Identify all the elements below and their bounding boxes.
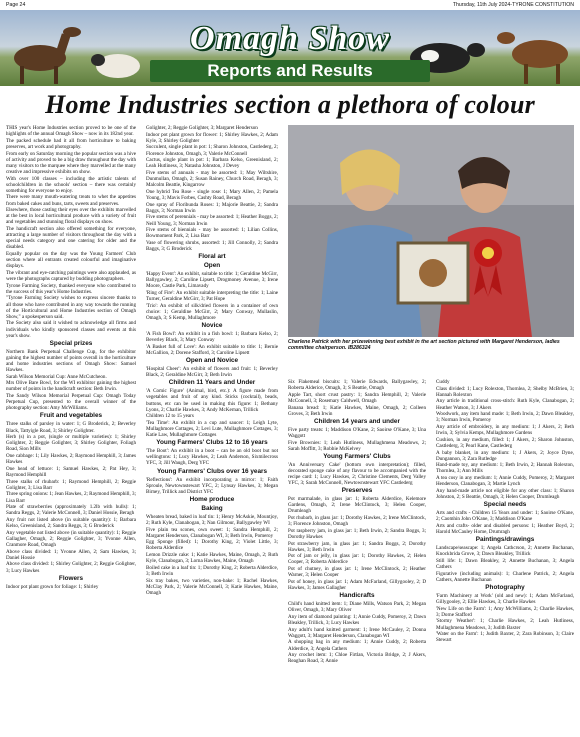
- column-4: [436, 379, 574, 644]
- paragraph: Any fruit not listed above (in suitable quantity): 1; Barbara Kelso, Greenisland, 2; Sandra Reggs, 3; G Broderick: [6, 517, 136, 530]
- paragraph: A shopping bag in any medium: 1; Annie Cuddy, 2; Roberta Alderdice, 3; Angela Cathers: [288, 639, 426, 652]
- paragraph: Elsewhere, those casting their eyes over the exhibits marvelled at the best in local horticultural produce with a variety of fruit and vegetables and stunning floral displays on show.: [6, 207, 136, 226]
- paragraph: Any article of embroidery, in any medium: 1; J Akers, 2; Beth Irwin, 3; Sylvia Kemps, Mullaghmore Gardens: [436, 424, 574, 437]
- issue-date: Thursday, 11th July 2024-TYRONE CONSTITUTION: [452, 2, 574, 8]
- article-photo: [288, 125, 574, 337]
- paragraph: 'Water on the Farm': 1; Judith Baxter, 2; Zara Robinson, 3; Claire Stewart: [436, 631, 574, 644]
- paragraph: Five plain tea scones, own sweet: 1; Sandra Hemphill, 2; Margaret Henderson, Clanabogan WI, 3; Beth Irwin, Pomeroy: [146, 526, 278, 539]
- paragraph: 'Happy Event': An exhibit, suitable to title: 1; Geraldine McGirr, Ballygawley, 2; Caroline Lipsett, Drogmoney Avenue, 3; Irene Moore, Castle Park, Limavady: [146, 271, 278, 290]
- article-headline: Home Industries section a plethora of colour: [45, 90, 535, 119]
- paragraph: Herb (s) in a pot, (single or multiple varieties): 1; Shirley Golighter, 2; Reggie Golighter, 3; Shirley Golighter, Foliagh Road, Sion Mills: [6, 434, 136, 453]
- section-heading: Baking: [201, 504, 223, 512]
- paragraph: Figurative (including animals): 1; Charlene Patrick, 2; Angela Cathers, Annette Buchanan: [436, 570, 574, 583]
- paragraph: Five stems of biennials - may be assorted: 1; Lilian Collins, Bowmoment Park, 2; Lisa Barr: [146, 227, 278, 240]
- paragraph: Pot strawberry jam, in glass jar: 1; Sandra Boggs, 2; Dorothy Hawkes, 3; Beth Irwin: [288, 540, 426, 553]
- paragraph: Boiled cake in a loaf tin: 1; Dorothy King, 2; Roberta Alderdice, 3; Beth Irwin: [146, 564, 278, 578]
- paragraph: Any hand-made article not eligible for any other class: 1; Sharon Johnston, 2; S Beattie, Omagh, 3; Helen Cooper, Drumleagh: [436, 487, 574, 501]
- section-heading: Flowers: [58, 574, 84, 582]
- paragraph: 'Farm Machinery at Work' (old and new): 1; Adam McFarland, Gillygooley, 2; Ellie Hawkes, 3; Charlie Hawkes: [436, 592, 574, 605]
- paragraph: Child's hand knitted item: 1; Diane Mills, Watson Park, 2; Megan Oliver, Omagh, 3; Mary Oliver: [288, 601, 426, 614]
- paragraph: A tea cosy in any medium: 1; Annie Cuddy, Pomeroy, 2; Margaret Henderson, Clanabogan, 3; Martie Lynch: [436, 475, 574, 488]
- paragraph: One cabbage: 1; Lily Hawkes, 2; Raymond Hemphill, 3; James Hawkes: [6, 453, 136, 466]
- section-heading: Handicrafts: [339, 592, 375, 600]
- paragraph: The handicraft section also offered something for everyone, attracting a large number of visitors throughout the day with a special needs category and one catering for older and the disabled.: [6, 226, 136, 251]
- paragraph: Five party treats: 1; Maddison O'Kane, 2; Saoirse O'Kane, 3; Una Waggott: [288, 426, 426, 439]
- column-1: [6, 125, 136, 590]
- paragraph: Five Brownies: 1; Leah Hutliness, Mullaghmena Meadows, 2; Sarah Moffitt, 3; Robbie McKelvey: [288, 439, 426, 452]
- section-heading: Young Farmers' Clubs: [323, 452, 391, 460]
- paragraph: Any vegetable not listed above (in suitable quantity): 1; Reggie Gallagher, Omagh, 2; Reggie Golighter, 3; Yvonne Allen, Cranmore Road, Omagh: [6, 529, 136, 548]
- paragraph: Pot of jam or jelly, in glass jar: 1; Dorothy Hawkes, 2; Helen Cooper, 3; Roberta Alderdice: [288, 553, 426, 566]
- paragraph: There were many mouth-watering treats to whet the appetites from baked cakes and buns, tarts, sweets and preserves.: [6, 194, 136, 207]
- paragraph: Any crochet item: 1; Chloe Firtlan, Victoria Bridge, 2; J Akers, Reaghan Road, 3; Annie: [288, 652, 426, 665]
- show-title: Omagh Show: [190, 20, 390, 57]
- paragraph: Hand-made toy, any medium: 1; Beth Irwin, 2; Hannah Rolexton, Thornlea, 3; Ann Mills: [436, 462, 574, 475]
- paragraph: Pot raspberry jam, in glass jar: 1; Beth Irwin, 2; Sandra Boggs, 3; Dorothy Hawkes: [288, 527, 426, 540]
- paragraph: The Sandy Wilson Memorial Perpetual Cup: Omagh Today Perpetual Cup, presented to the overall winner of the photography section: Amy McWilliams.: [6, 393, 136, 412]
- paragraph: Cushion, in any medium, filled: 1; J Akers, 2; Sharon Johnston, Castlederg, 3; Pearl Kane, Castlederg: [436, 436, 574, 449]
- paragraph: 'Reflections': An exhibit incorporating a mirror: 1; Faith Sproule, Newtownstewart YFC, 2; Lynsay Hawkes, 3; Megan Birney, Trillick and District YFC: [146, 476, 278, 495]
- paragraph: Lemon Drizzle cake: 1; Katie Hawkes, Maine, Omagh, 2; Ruth Kyle, Clanabogan, 3; Lorna Hawkes, Maine, Omagh: [146, 552, 278, 565]
- paragraph: Plate of strawberries (approximately 1.2lb with hulls): 1; Sandra Reggs, 2; Valerie McConnell, 3; Daniel Hossie, Beragh: [6, 504, 136, 517]
- column-2: [146, 125, 278, 597]
- paragraph: Vase of flowering shrubs, assorted: 1; Jill Connolly, 2; Sandra Baggs, 3; G Broderick: [146, 240, 278, 253]
- section-heading: Young Farmers' Clubs over 16 years: [156, 467, 268, 475]
- paragraph: Six Flakemeal biscuits: 1; Valerie Edwards, Ballygawley, 2; Roberta Alderice, Omagh, 3; S Beattie, Omagh: [288, 379, 426, 392]
- section-heading: Home produce: [189, 495, 235, 503]
- paragraph: Northern Bank Perpetual Challenge Cup, for the exhibitor gaining the highest number of points overall in the horticulture and home industries sections of Omagh Show: Samuel Hawkes.: [6, 348, 136, 373]
- paragraph: The vibrant and eye-catching paintings were also applauded, as were the photographs captured by budding photographers.: [6, 269, 136, 282]
- section-heading: Preserves: [341, 487, 373, 495]
- paragraph: 'Ring of Fire': An exhibit suitable interpreting the title: 1; Laine Turner, Geraldine McGirr, 3; Pat Hope: [146, 290, 278, 303]
- show-banner: [0, 10, 580, 86]
- paragraph: Six tray bakes, two varieties, non-bake: 1; Rachel Hawkes, McClay Park, 2; Valerie McConnell, 3; Katie Hawkes, Maine, Omagh: [146, 577, 278, 596]
- paragraph: Woodwork, any item hand made: 1; Beth Irwin, 2; Dawn Bleakley, 3; Norman Irwin, Pomeroy: [436, 411, 574, 424]
- paragraph: Any item of diamond painting: 1; Annie Cuddy, Pomeroy, 2; Dawn Bleakley, Trillick, 3; Lucy Hawkes: [288, 613, 426, 626]
- paragraph: One spray of Floribunda Roses: 1; Majorie Beattie, 2; Sandra Baggs, 3; Norman Irwin: [146, 201, 278, 214]
- paragraph: Above class divided: 1; Yvonne Allen, 2; Sam Hawkes, 3; Daniel Hossie: [6, 548, 136, 561]
- paragraph: The packed schedule had it all from horticulture to baking preserves, art work and photography.: [6, 137, 136, 150]
- paragraph: 'A Comic Figure' (Animal, bird, etc.): A figure made from vegetables and fruit of any kind. Sticks (cocktail), beads, buttons, etc can be used in making this figure: 1; Bethany Lyons, 2; Charlie Hawkes, 3; Andy McKernan, Trillick: [146, 388, 278, 413]
- paragraph: Indoor pot plant grown for flower: 1; Shirley Hawkes, 2; Adam Kyle, 3; Shirley Golighter: [146, 131, 278, 144]
- section-heading: Children 11 Years and Under: [168, 379, 256, 387]
- column-3: [288, 379, 426, 665]
- section-heading: Fruit and vegetables: [39, 412, 103, 420]
- paragraph: Still life: 1; Dawn Bleakley, 2; Annette Buchanan, 3; Angela Cathers: [436, 557, 574, 570]
- paragraph: Indoor pot plant grown for foliage: 1; Shirley: [6, 583, 99, 590]
- page-number: Page 24: [6, 2, 26, 8]
- paragraph: Any article in traditional cross-stitch: Ruth Kyle, Clanabogan, 2; Heather Watson, 3; J Akers: [436, 398, 574, 411]
- paragraph: Mrs Olive Bare Bowl, for the WI exhibitor gaining the highest number of points in the handicraft section: Beth Irwin.: [6, 380, 136, 393]
- paragraph: Pot rhubarb, in glass jar: 1; Dorothy Hawkes, 2; Irene McClintock, 3; Florence Johnston, Omagh: [288, 514, 426, 528]
- section-heading: Special prizes: [49, 339, 93, 347]
- paragraph: Egg Sponge (filled): 1; Dorothy King, 2; Violet Little, 3; Roberta Alderdice: [146, 539, 278, 552]
- paragraph: 'An Anniversary Cake' (bottom own interpretation); filled, decorated sponge cake of any flavour to be accompanied with the recipe card: 1; Lucy Hawkes, 2; Christine Clements, Derg Valley YFC, 3; Sarah McConnell, Newtownstewart YFC Castlederg: [288, 461, 426, 486]
- paragraph: Apple Tart, short crust pastry: 1; Sandra Hemphill, 2; Valerie McConnell, 3; Rosemary Caldwell, Omagh: [288, 391, 426, 404]
- paragraph: One hybrid Tea Rose - single rose: 1; Mary Allen, 2; Pamela Young, 3; Mavis Forbes, Cashty Road, Beragh: [146, 188, 278, 201]
- section-heading: Children 14 years and under: [314, 417, 400, 425]
- show-subtitle: Reports and Results: [150, 60, 430, 82]
- paragraph: Arts and crafts- older and disabled persons: 1; Heather Boyd, 2; Harold McCauley Home, Drumragh: [436, 522, 574, 535]
- paragraph: Wheaten bread, baked in loaf tin: 1; Henry McAskie, Mountjoy, 2; Ruth Kyle, Clanabogan, 3; Nan Gilmour, Ballygawley WI: [146, 513, 278, 526]
- paragraph: From early on Saturday morning the popular section was a hive of activity and proved to be a big draw throughout the day with many visitors to the marquee where they marvelled at the many creative and impressive exhibits on show.: [6, 150, 136, 175]
- paragraph: Pot of chutney, in glass jar: 1; Irene McClintock, 2; Heather Warner, 3; Helen Cooper: [288, 566, 426, 579]
- paragraph: Sarah Wilson Memorial Cup: Anne McCutcheon.: [6, 373, 107, 380]
- section-heading: Paintings/drawings: [475, 536, 535, 544]
- paragraph: 'Tea Time': An exhibit in a cup and saucer: 1; Leigh Lyte, Mullaghmore Cottages, 2; Levi Lute, Mullaghmore Cottages, 3; Katie Law, Mullaghmore Cottages: [146, 419, 278, 439]
- section-heading: Floral art: [198, 253, 226, 261]
- section-heading: Young Farmers' Clubs 12 to 16 years: [156, 439, 268, 447]
- paragraph: 'A Basket full of Love': An exhibit suitable to title: 1; Bernie McGallion, 2; Dorene Stafford, 3; Caroline Lipsett: [146, 343, 278, 357]
- paragraph: Three stalks of parsley in water: 1; G Broderick, 2; Beverley Black, Tattyigle Road, 3; Shirley Golighter.: [6, 421, 136, 434]
- section-heading: Photography: [485, 583, 525, 591]
- paragraph: 'Hospital Cheer': An exhibit of flowers and fruit: 1; Beverley Black, 2; Geraldine McGirr, 3; Beth Irwin: [146, 366, 278, 379]
- paragraph: "Tyrone Farming Society wishes to express sincere thanks to all those who have contributed in any way towards the running of the Horticultural and Home Industries section of Omagh Show," a spokesperson said.: [6, 295, 136, 320]
- paragraph: 'New Life on the Farm': 1; Amy McWilliams, 2; Charlie Hawkes, 3; Dorne Stafford: [436, 605, 574, 618]
- section-heading: Open and Novice: [185, 357, 239, 365]
- paragraph: Tyrone Farming Society, thanked everyone who contributed to the success of this year's Home Industries.: [6, 282, 136, 295]
- photo-caption: Charlene Patrick with her prizewinning best exhibit in the art section pictured with Margaret Henderson, ladies committee chairperson. IB286324: [288, 339, 560, 352]
- paragraph: Cactus, single plant in pot: 1; Barbara Kelso, Greenisland, 2; Leah Hutliness, 3; Natasha Johnston, J Devey: [146, 157, 278, 170]
- paragraph: Pot of honey, in glass jar: 1; Adam McFarland, Gillygooley, 2; D Hawkes, 3; James Gallagher: [288, 578, 426, 591]
- paragraph: 'A Fish Bowl': An exhibit in a fish bowl: 1; Barbara Kelso, 2; Beverley Black, 3; Mary Conway: [146, 331, 278, 344]
- paragraph: 'Trio': An exhibit of silk/dried flowers in a container of own choice: 1; Geraldine McGirr, 2; Mary Conway, Mullaslin, Omagh, 3; S Kemp, Mullaghmore: [146, 302, 278, 322]
- paragraph: 'Stormy Weather': 1; Charlie Hawkes, 2; Leah Hutliness, Mullaghmena Meadows, 3; Judith Baxter: [436, 618, 574, 631]
- paragraph: 'The Boot': An exhibit in a boot – can be an old boot but not wellingtons: 1; Lucy Hawkes, 2; Leah Anderson, Sixmilecross YFC, 3; Jill Waugh, Derg YFC: [146, 448, 278, 467]
- paragraph: With over 100 classes – including the artistic talents of schoolchildren in the schools' section – there was certainly something for everyone to enjoy.: [6, 175, 136, 194]
- paragraph: THIS year's Home Industries section proved to be one of the highlights of the annual Omagh Show – now in its 182nd year.: [6, 125, 136, 138]
- paragraph: Cuddy: [436, 379, 450, 385]
- paragraph: One head of lettuce: 1; Samuel Hawkes, 2; Pat Hey, 3; Raymond Hemphill: [6, 465, 136, 478]
- paragraph: Arts and crafts - Children 15 Years and under: 1; Saoirse O'Kane, 2; Caomhin John O'Kane, 3; Maddison O'Kane: [436, 510, 574, 523]
- paragraph: Any adult's hand knitted garment: 1; Irene McCauley, 2; Donna Waggott, 3; Margaret Henderson, Clanabogan WI: [288, 626, 426, 639]
- section-heading: Open: [203, 262, 221, 270]
- paragraph: Golighter, 2; Reggie Golighter, 3; Margaret Henderson: [146, 125, 258, 131]
- paragraph: Equally popular on the day was the Young Farmers' Club section where all entrants created colourful and imaginative displays.: [6, 251, 136, 270]
- paragraph: Pot marmalade, in glass jar: 1; Roberta Alderdice, Kelemore Gardens, Omagh, 2; Irene McClintock, 3; Helen Cooper, Drumleagh: [288, 496, 426, 515]
- paragraph: Succulent, single plant in pot: 1; Sharon Johnston, Castlederg, 2; Florence Johnston, Omagh, 3; Valerie McConnell: [146, 144, 278, 157]
- paragraph: Five stems of perennials - may be assorted: 1; Heather Boggs, 2; Neill Young, 3; Norman Irwin: [146, 214, 278, 227]
- paragraph: Three spring onions: 1; Jean Hawkes, 2; Raymond Hemphill, 3; Lisa Barr: [6, 491, 137, 504]
- section-heading: Special needs: [483, 501, 527, 509]
- section-heading: Novice: [201, 322, 223, 330]
- paragraph: The Society also said it wished to acknowledge all firms and individuals who kindly sponsored classes and events at this year's show.: [6, 320, 136, 339]
- page-header: [0, 0, 580, 10]
- paragraph: Three stalks of rhubarb: 1; Raymond Hemphill, 2; Reggie Golighter, 3; Lisa Barr: [6, 478, 136, 491]
- paragraph: Children 12 to 15 years: [146, 413, 194, 420]
- paragraph: A baby blanket, in any medium: 1; J Akers, 2; Joyce Dyne, Dungannon, 3; Zara Rutledge: [436, 449, 574, 462]
- paragraph: Banana bread: 1; Katie Hawkes, Maine, Omagh, 2; Colleen Groves, 3; Beth Irwin: [288, 404, 426, 417]
- paragraph: Landscape/seascape: 1; Angela Cathcrson, 2; Annette Buchanan, Knockbrida Grove, 3; Dawn Bleakley, Trillick: [436, 545, 574, 558]
- paragraph: Class divided: 1; Lucy Rolexton, Thornlea, 2; Shelby McBrien, 3; Hannah Rolexton: [436, 385, 574, 398]
- paragraph: Five stems of annuals - may be assorted: 1; May Wiltshire, Dunmullan, Omagh, 2; Susan Rainey, Church Road, Beragh, 3; Malcolm Beattie, Kingarrow: [146, 170, 278, 189]
- paragraph: Above class divided: 1; Shirley Golighter, 2; Reggie Golighter, 3; Lucy Hawkes: [6, 561, 136, 574]
